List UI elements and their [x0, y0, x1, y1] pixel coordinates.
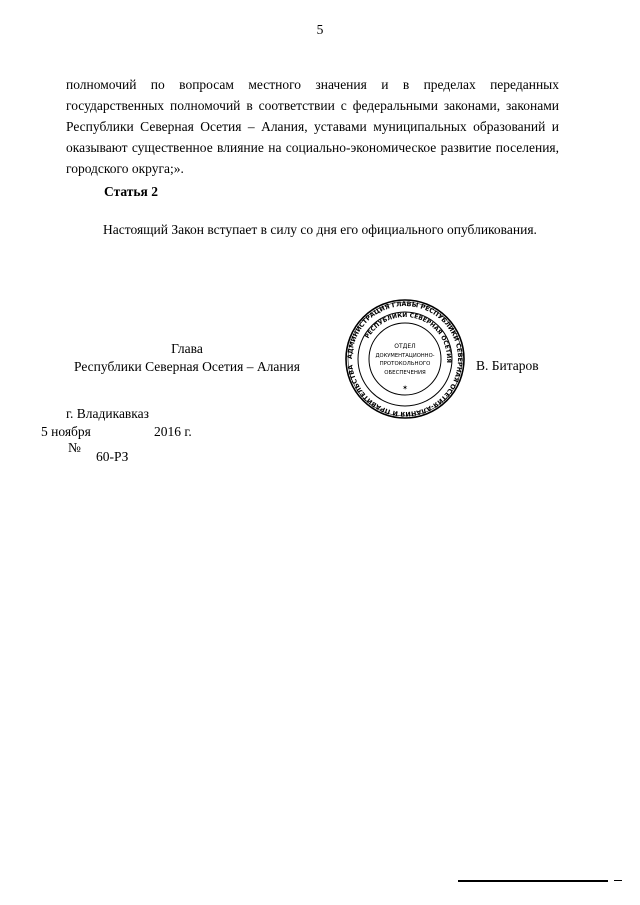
page-number: 5 — [316, 22, 324, 37]
seal-center-line-2: ДОКУМЕНТАЦИОННО- — [375, 353, 435, 359]
seal-center-line-3: ПРОТОКОЛЬНОГО — [379, 361, 431, 367]
seal-inner-text: РЕСПУБЛИКИ СЕВЕРНАЯ ОСЕТИЯ — [363, 311, 453, 364]
signatory-title-line-1: Глава — [171, 341, 203, 356]
seal-center-line-1: ОТДЕЛ — [394, 343, 416, 350]
continuation-paragraph: полномочий по вопросам местного значения и в пределах переданных государственных полномочий в соответствии с федеральными законами, законами Республики Северная Осетия – Алания, уставами муниципальных образований и оказывают существенное влияние на социально-экономическое развитие поселения, городского округа;». — [66, 77, 559, 176]
footer-rule — [458, 880, 608, 882]
issue-number: 60-РЗ — [96, 449, 129, 464]
signatory-title — [60, 340, 314, 376]
issue-city: г. Владикавказ — [66, 406, 149, 421]
issue-number-sign: № — [68, 440, 81, 455]
seal-outer-text: АДМИНИСТРАЦИЯ ГЛАВЫ РЕСПУБЛИКИ СЕВЕРНАЯ ОСЕТИЯ-АЛАНИЯ И ПРАВИТЕЛЬСТВА — [345, 299, 465, 419]
article-2-text: Настоящий Закон вступает в силу со дня его официального опубликования. — [103, 222, 537, 237]
signatory-title-line-2: Республики Северная Осетия – Алания — [74, 359, 300, 374]
seal-graphic — [344, 298, 466, 420]
official-seal — [344, 298, 466, 420]
footer-dash — [614, 880, 622, 881]
seal-center-line-4: ОБЕСПЕЧЕНИЯ — [384, 370, 426, 376]
article-2-heading: Статья 2 — [104, 184, 158, 199]
issue-date-year: 2016 г. — [154, 424, 192, 439]
issue-date-day-month: 5 ноября — [41, 424, 91, 439]
signatory-name: В. Битаров — [476, 358, 539, 373]
seal-star-icon: ✶ — [402, 384, 408, 392]
